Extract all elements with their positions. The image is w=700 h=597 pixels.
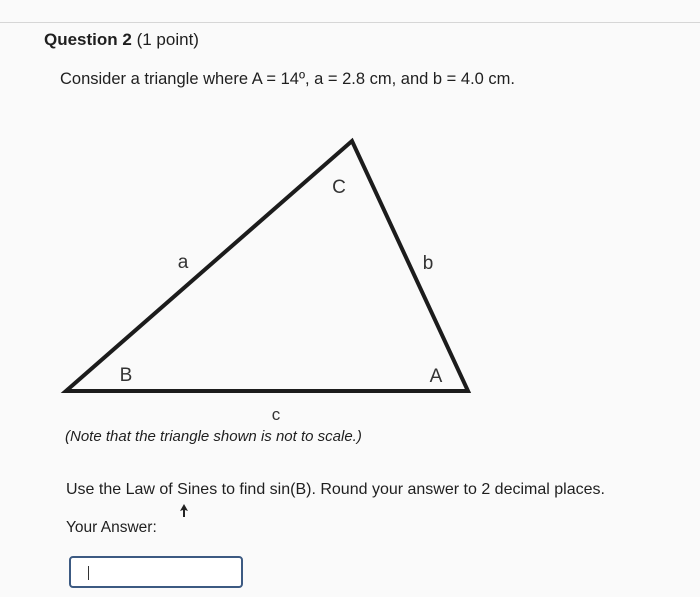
scale-note: (Note that the triangle shown is not to scale.) [65, 428, 362, 445]
question-points: (1 point) [136, 30, 199, 49]
triangle-shape [66, 141, 468, 391]
mouse-pointer-icon [178, 503, 190, 519]
vertex-label-c: C [332, 177, 346, 198]
side-label-a: a [177, 252, 189, 273]
instruction-text: Use the Law of Sines to find sin(B). Round your answer to 2 decimal places. [66, 481, 605, 498]
answer-label: Your Answer: [66, 519, 157, 536]
question-number: Question 2 [44, 30, 132, 49]
answer-input[interactable] [69, 556, 243, 588]
vertex-label-b: B [119, 365, 133, 386]
side-label-c: c [271, 405, 281, 424]
text-caret [88, 566, 89, 580]
side-label-b: b [422, 253, 434, 274]
question-prompt: Consider a triangle where A = 14º, a = 2.8 cm, and b = 4.0 cm. [60, 70, 515, 88]
vertex-label-a: A [429, 366, 443, 387]
